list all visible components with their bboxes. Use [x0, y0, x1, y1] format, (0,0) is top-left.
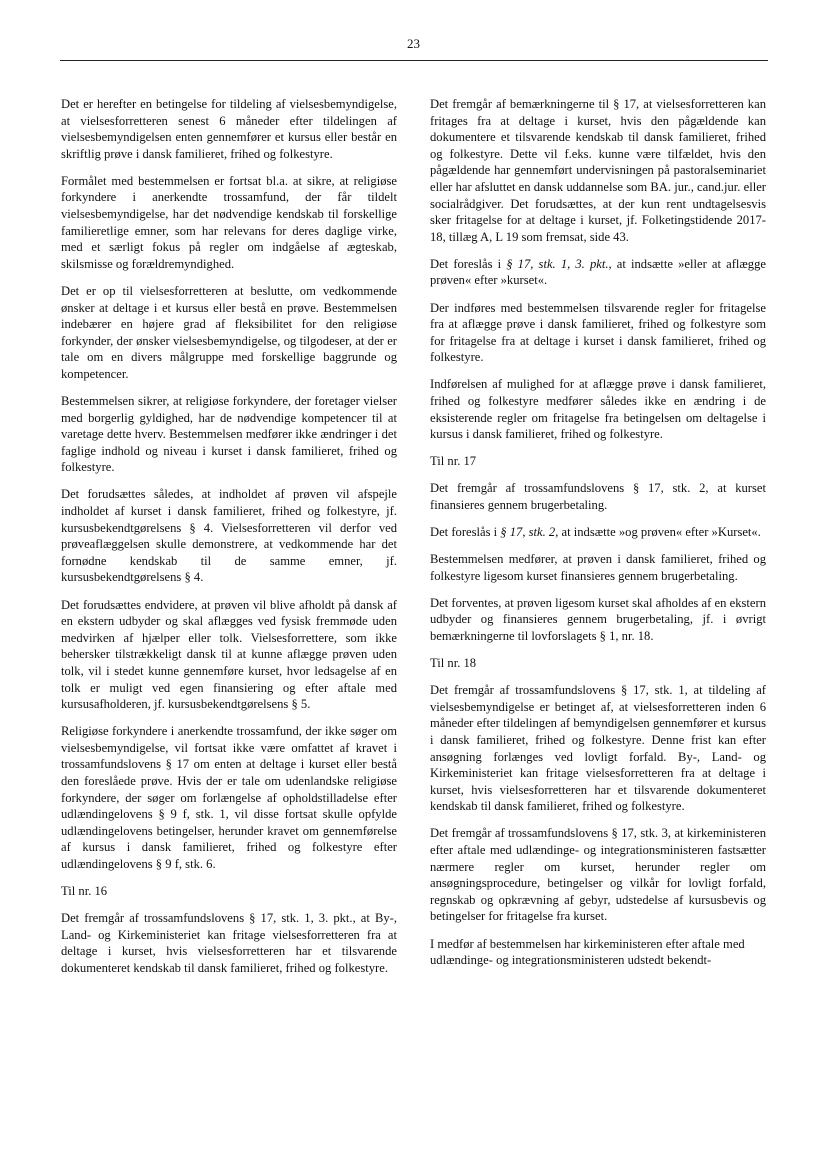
page-number: 23 [407, 36, 420, 51]
paragraph: Det forventes, at prøven ligesom kurset skal afholdes af en ekstern udbyder og finansieres gennem brugerbetaling, jf. i øvrigt bemærkningerne til lovforslagets § 1, nr. 18. [430, 595, 766, 644]
paragraph: Det fremgår af trossamfundslovens § 17, stk. 3, at kirkeministeren efter aftale med udlændinge- og integrationsministeren fastsætter nærmere regler om kurset, herunder regler om ansøgningsprocedure, betingelser og vilkår for lovligt forfald, regnskab og opkrævning af gebyr, udstedelse af kursusbevis og betingelser for fritagelse fra kurset. [430, 826, 766, 924]
section-heading: Til nr. 16 [61, 884, 108, 899]
text: Det foreslås i [430, 525, 501, 540]
paragraph: Indførelsen af mulighed for at aflægge prøve i dansk familieret, frihed og folkestyre medfører således ikke en ændring i de eksisterende regler om fritagelse fra betingelsen om deltagelse i kursus i dansk familieret, frihed og folkestyre. [430, 377, 766, 442]
left-column [61, 96, 397, 987]
text: , at indsætte »eller at aflægge prøven« efter »kurset«. [430, 256, 766, 288]
paragraph: Bestemmelsen sikrer, at religiøse forkyndere, der foretager vielser med borgerlig gyldighed, har de nødvendige kompetencer til at varetage dette hverv. Bestemmelsen medfører ikke ændringer i det faglige indhold og niveau i kurset i dansk familieret, frihed og folkestyre. [61, 394, 397, 475]
paragraph: Bestemmelsen medfører, at prøven i dansk familieret, frihed og folkestyre ligesom kurset finansieres gennem brugerbetaling. [430, 552, 766, 583]
paragraph [430, 256, 766, 289]
header-rule [60, 60, 768, 61]
paragraph: Det forudsættes således, at indholdet af prøven vil afspejle indholdet af kurset i dansk familieret, frihed og folkestyre, jf. kursusbekendtgørelsens § 4. Vielsesforretteren vil derfor ved prøveaflæggelsen skulle demonstrere, at vedkommende har det fornødne kendskab til de samme emner, jf. kursusbekendtgørelsens § 4. [61, 487, 397, 585]
paragraph: I medfør af bestemmelsen har kirkeministeren efter aftale med udlændinge- og integrationsministeren udstedt bekendt- [430, 936, 745, 968]
paragraph: Det er herefter en betingelse for tildeling af vielsesbemyndigelse, at vielsesforretteren senest 6 måneder efter tildelingen af vielsesbemyndigelsen enten gennemfører et kursus eller består en skriftlig prøve i dansk familieret, frihed og folkestyre. [61, 97, 397, 161]
paragraph: Det fremgår af trossamfundslovens § 17, stk. 1, 3. pkt., at By-, Land- og Kirkeministeriet kan fritage vielsesforretteren fra at deltage i kurset, hvis vielsesforretteren har et tilsvarende dokumenteret kendskab til dansk familieret, frihed og folkestyre. [61, 911, 397, 975]
paragraph: Det fremgår af trossamfundslovens § 17, stk. 2, at kurset finansieres gennem brugerbetaling. [430, 481, 766, 512]
paragraph: Der indføres med bestemmelsen tilsvarende regler for fritagelse fra at aflægge prøve i dansk familieret, frihed og folkestyre som for fritagelse fra at deltage i kurset i dansk familieret, frihed og folkestyre. [430, 300, 766, 365]
paragraph: Det fremgår af bemærkningerne til § 17, at vielsesforretteren kan fritages fra at deltage i kurset, hvis den pågældende kan dokumentere et tilsvarende kendskab til dansk familieret, frihed og folkestyre. Dette vil f.eks. kunne være tilfældet, hvis den pågældende har gennemført undervisningen på pastoralseminariet eller har afsluttet en dansk uddannelse som BA. jur., cand.jur. eller socialrådgiver. Det forudsættes, at der kun rent undtagelsesvis sker fritagelse for at deltage i kurset, jf. Folketingstidende 2017-18, tillæg A, L 19 som fremsat, side 43. [430, 97, 766, 244]
text: Det foreslås i [430, 256, 507, 271]
right-column [430, 96, 766, 979]
section-heading: Til nr. 17 [430, 454, 477, 469]
paragraph: Religiøse forkyndere i anerkendte trossamfund, der ikke søger om vielsesbemyndigelse, vil fortsat ikke være omfattet af kravet i trossamfundslovens § 17 om enten at deltage i kurset eller bestå den foreslåede prøve. Hvis der er tale om udenlandske religiøse forkyndere, der søger om forlængelse af opholdstilladelse efter udlændingelovens § 9 f, stk. 1, vil disse fortsat skulle opfylde udlændingelovens betingelser, herunder kravet om gennemførelse af kursus i dansk familieret, frihed og folkestyre efter udlændingelovens § 9 f, stk. 6. [61, 724, 397, 871]
paragraph: Det er op til vielsesforretteren at beslutte, om vedkommende ønsker at deltage i et kursus eller bestå en prøve. Bestemmelsen indebærer en højere grad af fleksibilitet for den religiøse forkynder, der ønsker vielsesbemyndigelse, og tilgodeser, at der er tale om en divers målgruppe med forskellige baggrunde og kompetencer. [61, 283, 397, 381]
section-heading: Til nr. 18 [430, 656, 477, 671]
legal-reference: § 17, stk. 2, [500, 525, 559, 540]
legal-reference: § 17, stk. 1, 3. pkt. [506, 256, 609, 271]
paragraph [430, 524, 766, 541]
text: at indsætte »og prøven« efter »Kurset«. [558, 525, 761, 540]
paragraph: Det forudsættes endvidere, at prøven vil blive afholdt på dansk af en ekstern udbyder og skal aflægges ved fysisk fremmøde uden medvirken af hjælper eller tolk. Vielsesforrettere, som ikke behersker tilstrækkeligt dansk til at kunne aflægge prøven uden tolk, vil i stedet kunne gennemføre kurset, hvor ledsagelse af en tolk er muligt ved egen finansiering og efter aftale med kursusafholderen, jf. kursusbekendtgørelsens § 5. [61, 597, 397, 712]
paragraph: Det fremgår af trossamfundslovens § 17, stk. 1, at tildeling af vielsesbemyndigelse er betinget af, at vielsesforretteren inden 6 måneder efter tildelingen af bemyndigelsen gennemfører et kursus i dansk familieret, frihed og folkestyre. Denne frist kan efter ansøgning forlænges ved lovligt forfald. By-, Land- og Kirkeministeriet kan fritage vielsesforretteren fra at deltage i kurset, hvis vielsesforretteren har et tilsvarende dokumenteret kendskab til dansk familieret, frihed og folkestyre. [430, 683, 766, 814]
paragraph: Formålet med bestemmelsen er fortsat bl.a. at sikre, at religiøse forkyndere i anerkendte trossamfund, der får tildelt vielsesbemyndigelse, har det nødvendige kendskab til forskellige familieretlige emner, som har relevans for deres daglige virke, med et særligt fokus på regler om indgåelse af ægteskab, skilsmisse og forældremyndighed. [61, 173, 397, 271]
